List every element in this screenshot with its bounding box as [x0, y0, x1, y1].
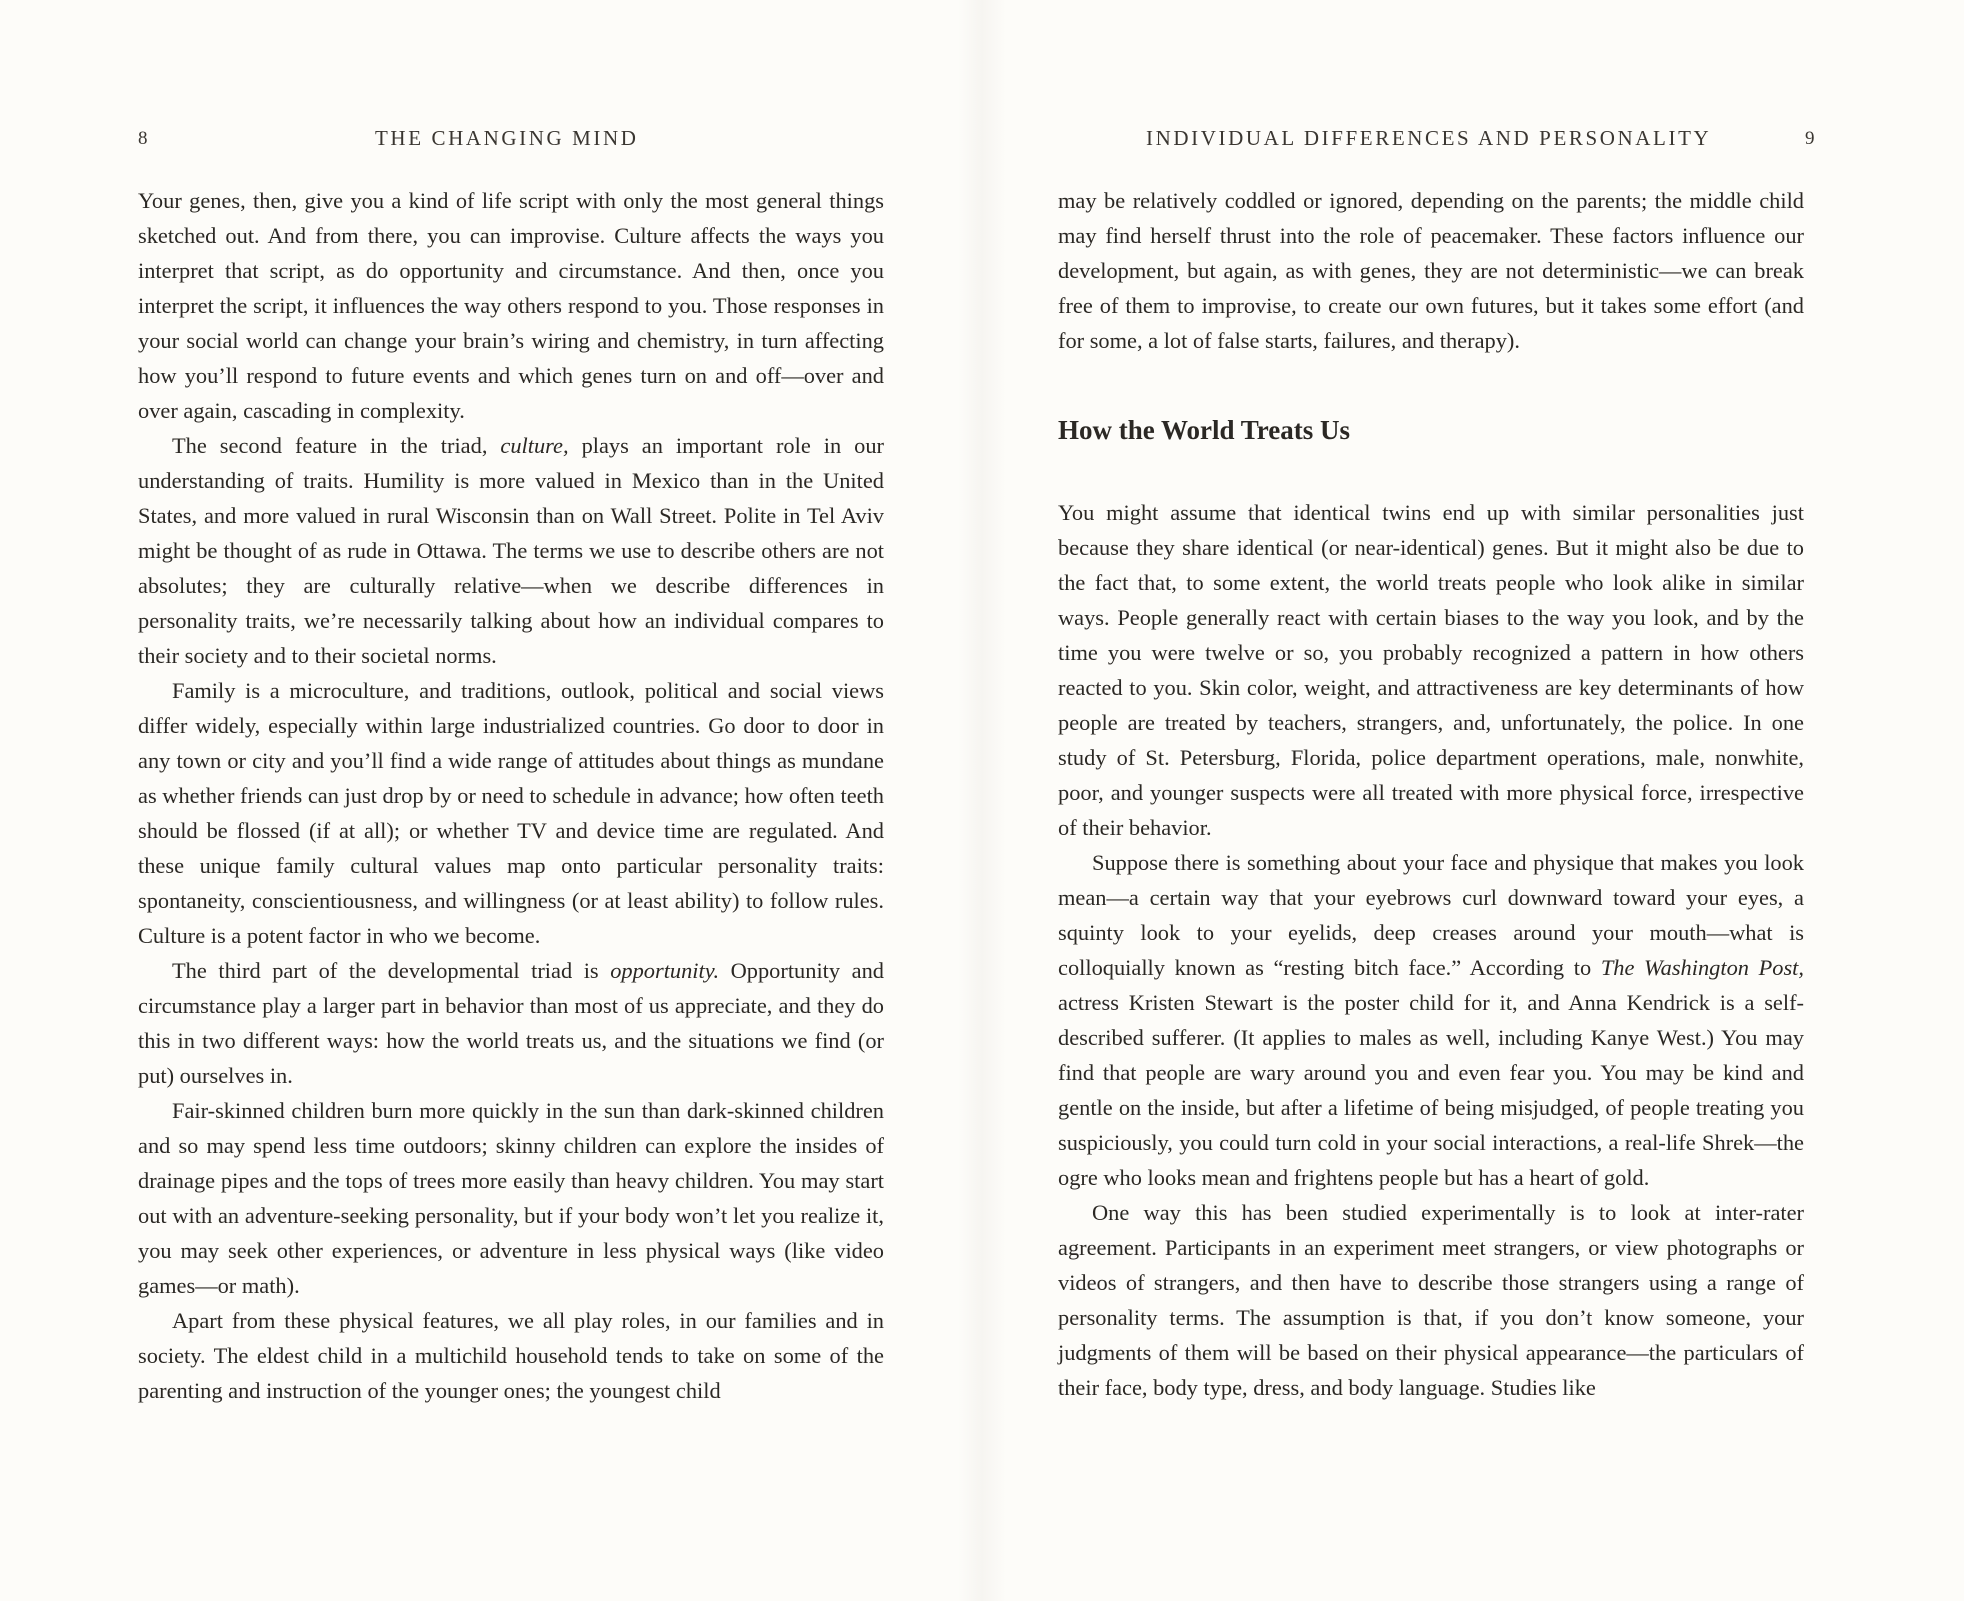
- text-run: actress Kristen Stewart is the poster child for it, and Anna Kendrick is a self-described sufferer. (It applies to males as well, including Kanye West.) You may find that people are wary around you and even fear you. You may be kind and gentle on the inside, but after a lifetime of being misjudged, of people treating you suspiciously, you could turn cold in your social interactions, a real-life Shrek—the ogre who looks mean and frightens people but has a heart of gold.: [1058, 990, 1804, 1190]
- text-run: Your genes, then, give you a kind of life script with only the most general things sketched out. And from there, you can improvise. Culture affects the ways you interpret that script, as do opportunity and circumstance. And then, once you interpret the script, it influences the way others respond to you. Those responses in your social world can change your brain’s wiring and chemistry, in turn affecting how you’ll respond to future events and which genes turn on and off—over and over again, cascading in complexity.: [138, 188, 884, 423]
- italic-title: The Washington Post,: [1600, 955, 1805, 980]
- right-page: [982, 0, 1964, 1601]
- body-text: [1058, 183, 1804, 1405]
- running-head: INDIVIDUAL DIFFERENCES AND PERSONALITY: [1146, 126, 1712, 150]
- paragraph: [138, 428, 884, 673]
- text-run: One way this has been studied experimentally is to look at inter-rater agreement. Participants in an experiment meet strangers, or view photographs or videos of strangers, and then have to describe those strangers using a range of personality terms. The assumption is that, if you don’t know someone, your judgments of them will be based on their physical appearance—the particulars of their face, body type, dress, and body language. Studies like: [1058, 1200, 1804, 1400]
- text-run: Fair-skinned children burn more quickly in the sun than dark-skinned children and so may spend less time outdoors; skinny children can explore the insides of drainage pipes and the tops of trees more easily than heavy children. You may start out with an adventure-seeking personality, but if your body won’t let you realize it, you may seek other experiences, or adventure in less physical ways (like video games—or math).: [138, 1098, 884, 1298]
- paragraph: [138, 1093, 884, 1303]
- continuation-paragraph: may be relatively coddled or ignored, depending on the parents; the middle child may find herself thrust into the role of peacemaker. These factors influence our development, but again, as with genes, they are not deterministic—we can break free of them to improvise, to create our own futures, but it takes some effort (and for some, a lot of false starts, failures, and therapy).: [1058, 188, 1804, 353]
- running-head: THE CHANGING MIND: [375, 126, 639, 150]
- body-text: [138, 183, 884, 1408]
- paragraph: [138, 183, 884, 428]
- text-run: Family is a microculture, and traditions, outlook, political and social views differ widely, especially within large industrialized countries. Go door to door in any town or city and you’ll find a wide range of attitudes about things as mundane as whether friends can just drop by or need to schedule in advance; how often teeth should be flossed (if at all); or whether TV and device time are regulated. And these unique family cultural values map onto particular personality traits: spontaneity, conscientiousness, and willingness (or at least ability) to follow rules. Culture is a potent factor in who we become.: [138, 678, 884, 948]
- paragraph: [138, 953, 884, 1093]
- text-run: The second feature in the triad,: [172, 433, 501, 458]
- text-run: The third part of the developmental triad is: [172, 958, 611, 983]
- italic-term: opportunity.: [610, 958, 720, 983]
- text-run: You might assume that identical twins end up with similar personalities just because they share identical (or near-identical) genes. But it might also be due to the fact that, to some extent, the world treats people who look alike in similar ways. People generally react with certain biases to the way you look, and by the time you were twelve or so, you probably recognized a pattern in how others reacted to you. Skin color, weight, and attractiveness are key determinants of how people are treated by teachers, strangers, and, unfortunately, the police. In one study of St. Petersburg, Florida, police department operations, male, nonwhite, poor, and younger suspects were all treated with more physical force, irrespective of their behavior.: [1058, 500, 1804, 840]
- text-run: Opportunity and circumstance play a larger part in behavior than most of us appreciate, and they do this in two different ways: how the world treats us, and the situations we find (or put) ourselves in.: [138, 958, 884, 1088]
- page-number: 9: [1805, 128, 1815, 149]
- italic-term: culture,: [500, 433, 569, 458]
- paragraph: [138, 1303, 884, 1408]
- paragraph: [1058, 845, 1804, 1195]
- paragraph: [138, 673, 884, 953]
- text-run: Suppose there is something about your face and physique that makes you look mean—a certain way that your eyebrows curl downward toward your eyes, a squinty look to your eyelids, deep creases around your mouth—what is colloquially known as “resting bitch face.” According to: [1058, 850, 1804, 980]
- paragraph: [1058, 495, 1804, 845]
- page-number: 8: [138, 128, 148, 149]
- section-heading: How the World Treats Us: [1058, 415, 1351, 445]
- text-run: plays an important role in our understanding of traits. Humility is more valued in Mexico than in the United States, and more valued in rural Wisconsin than on Wall Street. Polite in Tel Aviv might be thought of as rude in Ottawa. The terms we use to describe others are not absolutes; they are culturally relative—when we describe differences in personality traits, we’re necessarily talking about how an individual compares to their society and to their societal norms.: [138, 433, 884, 668]
- text-run: Apart from these physical features, we all play roles, in our families and in society. The eldest child in a multichild household tends to take on some of the parenting and instruction of the younger ones; the youngest child: [138, 1308, 884, 1403]
- paragraph: [1058, 1195, 1804, 1405]
